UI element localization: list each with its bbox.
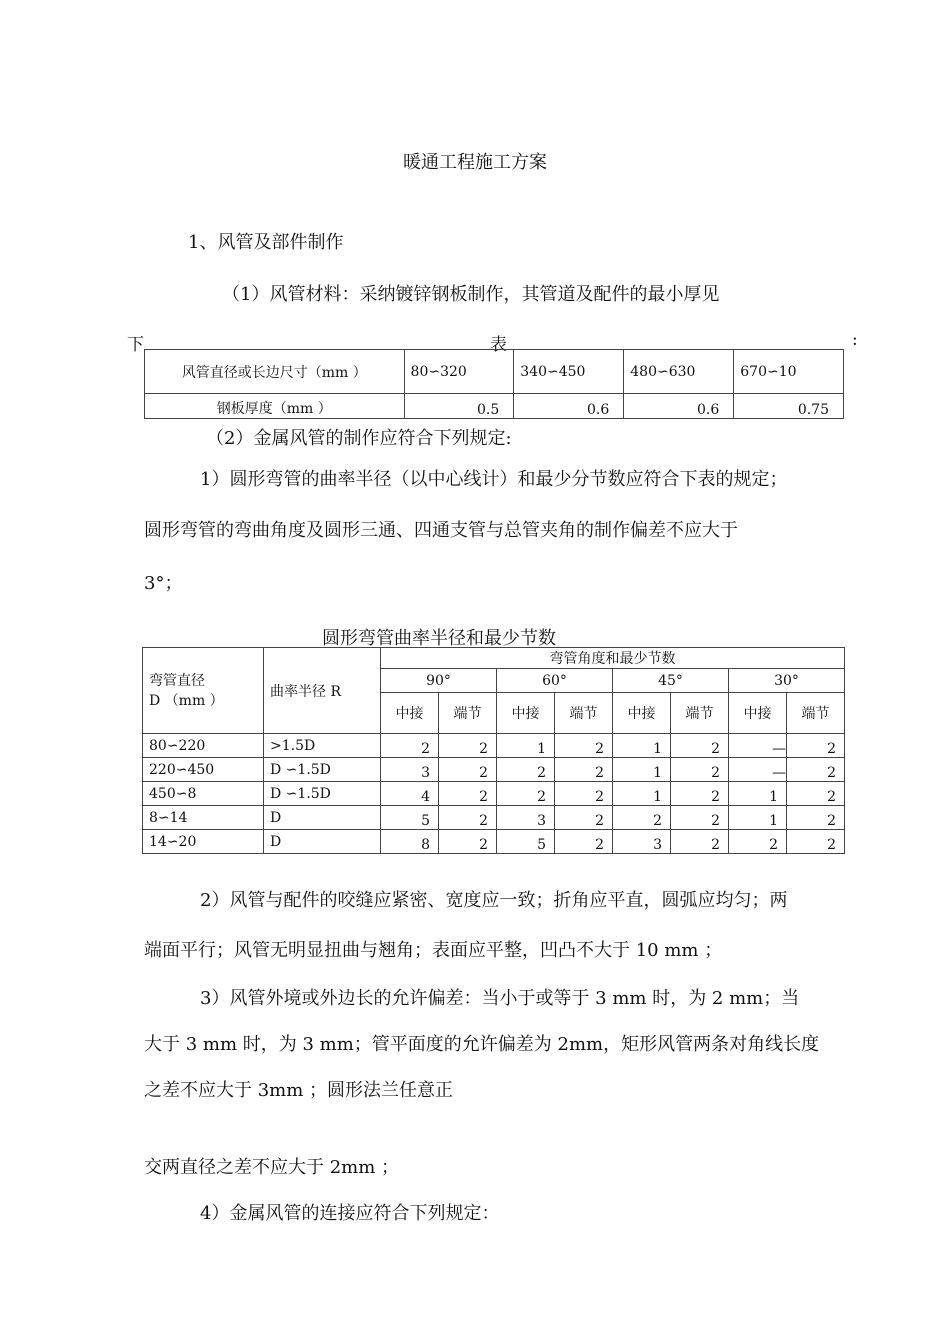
item1-line1: 1）圆形弯管的曲率半径（以中心线计）和最少分节数应符合下表的规定； bbox=[200, 469, 788, 490]
table-cell: 风管直径或长边尺寸（mm ） bbox=[145, 350, 405, 394]
sub-mid: 中接 bbox=[613, 693, 671, 734]
cell-value: 2 bbox=[671, 830, 729, 854]
cell-radius: D bbox=[264, 806, 381, 830]
table-cell: 480∽630 bbox=[624, 350, 734, 394]
sub-end: 端节 bbox=[787, 693, 845, 734]
header-group: 弯管角度和最少节数 bbox=[381, 648, 845, 669]
cell-radius: D ∽1.5D bbox=[264, 758, 381, 782]
table-cell: 670∽10 bbox=[734, 350, 844, 394]
split-right: : bbox=[852, 330, 858, 350]
item3-line3: 之差不应大于 3mm ；圆形法兰任意正 bbox=[144, 1080, 454, 1101]
cell-value: 2 bbox=[497, 758, 555, 782]
table2-caption: 圆形弯管曲率半径和最少节数 bbox=[322, 628, 556, 649]
header-diameter-l1: 弯管直径 bbox=[149, 672, 205, 689]
cell-value: 2 bbox=[787, 806, 845, 830]
cell-value: 2 bbox=[439, 758, 497, 782]
cell-radius: D bbox=[264, 830, 381, 854]
sub-end: 端节 bbox=[439, 693, 497, 734]
cell-value: 2 bbox=[671, 758, 729, 782]
sub-mid: 中接 bbox=[381, 693, 439, 734]
sub-end: 端节 bbox=[555, 693, 613, 734]
table-row bbox=[145, 394, 844, 419]
cell-value: 2 bbox=[555, 758, 613, 782]
table-row bbox=[143, 782, 845, 806]
item3-line2: 大于 3 mm 时，为 3 mm；管平面度的允许偏差为 2mm，矩形风管两条对角线长度 bbox=[144, 1034, 820, 1055]
item2-line2: 端面平行；风管无明显扭曲与翘角；表面应平整，凹凸不大于 10 mm ； bbox=[144, 940, 723, 961]
table-cell: 0.6 bbox=[514, 394, 624, 419]
cell-value: 2 bbox=[787, 758, 845, 782]
cell-value: 1 bbox=[497, 734, 555, 758]
header-radius: 曲率半径 R bbox=[264, 648, 381, 734]
cell-diameter: 14∽20 bbox=[143, 830, 264, 854]
item1-line3: 3°； bbox=[144, 573, 183, 594]
cell-value: 1 bbox=[729, 806, 787, 830]
cell-diameter: 80∽220 bbox=[143, 734, 264, 758]
cell-value: 1 bbox=[729, 782, 787, 806]
cell-value: 2 bbox=[497, 782, 555, 806]
header-diameter-l2: D （mm ） bbox=[149, 692, 224, 709]
split-mid: 表 bbox=[490, 335, 507, 355]
cell-value: 2 bbox=[555, 734, 613, 758]
sub-mid: 中接 bbox=[729, 693, 787, 734]
table-cell: 0.6 bbox=[624, 394, 734, 419]
doc-title: 暖通工程施工方案 bbox=[403, 152, 547, 173]
table-cell: 钢板厚度（mm ） bbox=[145, 394, 405, 419]
cell-value: 1 bbox=[613, 782, 671, 806]
cell-value: 2 bbox=[555, 782, 613, 806]
cell-radius: D ∽1.5D bbox=[264, 782, 381, 806]
thickness-table bbox=[144, 349, 844, 419]
cell-diameter: 450∽8 bbox=[143, 782, 264, 806]
sub-end: 端节 bbox=[671, 693, 729, 734]
item2-line1: 2）风管与配件的咬缝应紧密、宽度应一致；折角应平直，圆弧应均匀；两 bbox=[200, 890, 788, 911]
cell-value: 2 bbox=[439, 830, 497, 854]
cell-value: 5 bbox=[497, 830, 555, 854]
item3-line4: 交两直径之差不应大于 2mm ； bbox=[144, 1157, 400, 1178]
header-diameter bbox=[143, 648, 264, 734]
angle-90: 90° bbox=[381, 669, 497, 693]
cell-value: 2 bbox=[439, 782, 497, 806]
item3-line1: 3）风管外境或外边长的允许偏差：当小于或等于 3 mm 时，为 2 mm；当 bbox=[200, 988, 800, 1009]
cell-value: 2 bbox=[671, 806, 729, 830]
table-cell: 340∽450 bbox=[514, 350, 624, 394]
cell-value: 2 bbox=[787, 782, 845, 806]
table-cell: 80∽320 bbox=[404, 350, 514, 394]
cell-value: 2 bbox=[671, 734, 729, 758]
table-row bbox=[145, 350, 844, 394]
cell-value: — bbox=[729, 758, 787, 782]
cell-value: 2 bbox=[613, 806, 671, 830]
cell-value: 2 bbox=[381, 734, 439, 758]
angle-45: 45° bbox=[613, 669, 729, 693]
sub-mid: 中接 bbox=[497, 693, 555, 734]
cell-value: 2 bbox=[439, 806, 497, 830]
cell-diameter: 8∽14 bbox=[143, 806, 264, 830]
cell-value: 1 bbox=[613, 734, 671, 758]
table-row bbox=[143, 648, 845, 669]
angle-60: 60° bbox=[497, 669, 613, 693]
cell-diameter: 220∽450 bbox=[143, 758, 264, 782]
table-cell: 0.5 bbox=[404, 394, 514, 419]
cell-value: 4 bbox=[381, 782, 439, 806]
cell-value: 2 bbox=[555, 830, 613, 854]
table-row bbox=[143, 830, 845, 854]
section-heading: 1、风管及部件制作 bbox=[188, 232, 344, 253]
cell-value: 3 bbox=[613, 830, 671, 854]
table-row bbox=[143, 758, 845, 782]
cell-value: 3 bbox=[497, 806, 555, 830]
split-left: 下 bbox=[127, 335, 144, 355]
cell-value: — bbox=[729, 734, 787, 758]
elbow-table bbox=[142, 647, 845, 854]
cell-value: 2 bbox=[729, 830, 787, 854]
table-row bbox=[143, 806, 845, 830]
cell-value: 2 bbox=[787, 830, 845, 854]
item4: 4）金属风管的连接应符合下列规定： bbox=[200, 1203, 500, 1224]
cell-value: 2 bbox=[671, 782, 729, 806]
cell-value: 5 bbox=[381, 806, 439, 830]
item1-line2: 圆形弯管的弯曲角度及圆形三通、四通支管与总管夹角的制作偏差不应大于 bbox=[144, 520, 738, 541]
para-material: （1）风管材料：采纳镀锌钢板制作，其管道及配件的最小厚见 bbox=[222, 284, 720, 305]
para-metal: （2）金属风管的制作应符合下列规定: bbox=[206, 428, 512, 449]
cell-value: 3 bbox=[381, 758, 439, 782]
cell-radius: >1.5D bbox=[264, 734, 381, 758]
table-cell: 0.75 bbox=[734, 394, 844, 419]
cell-value: 1 bbox=[613, 758, 671, 782]
cell-value: 2 bbox=[787, 734, 845, 758]
table-row bbox=[143, 734, 845, 758]
angle-30: 30° bbox=[729, 669, 845, 693]
cell-value: 8 bbox=[381, 830, 439, 854]
cell-value: 2 bbox=[555, 806, 613, 830]
cell-value: 2 bbox=[439, 734, 497, 758]
